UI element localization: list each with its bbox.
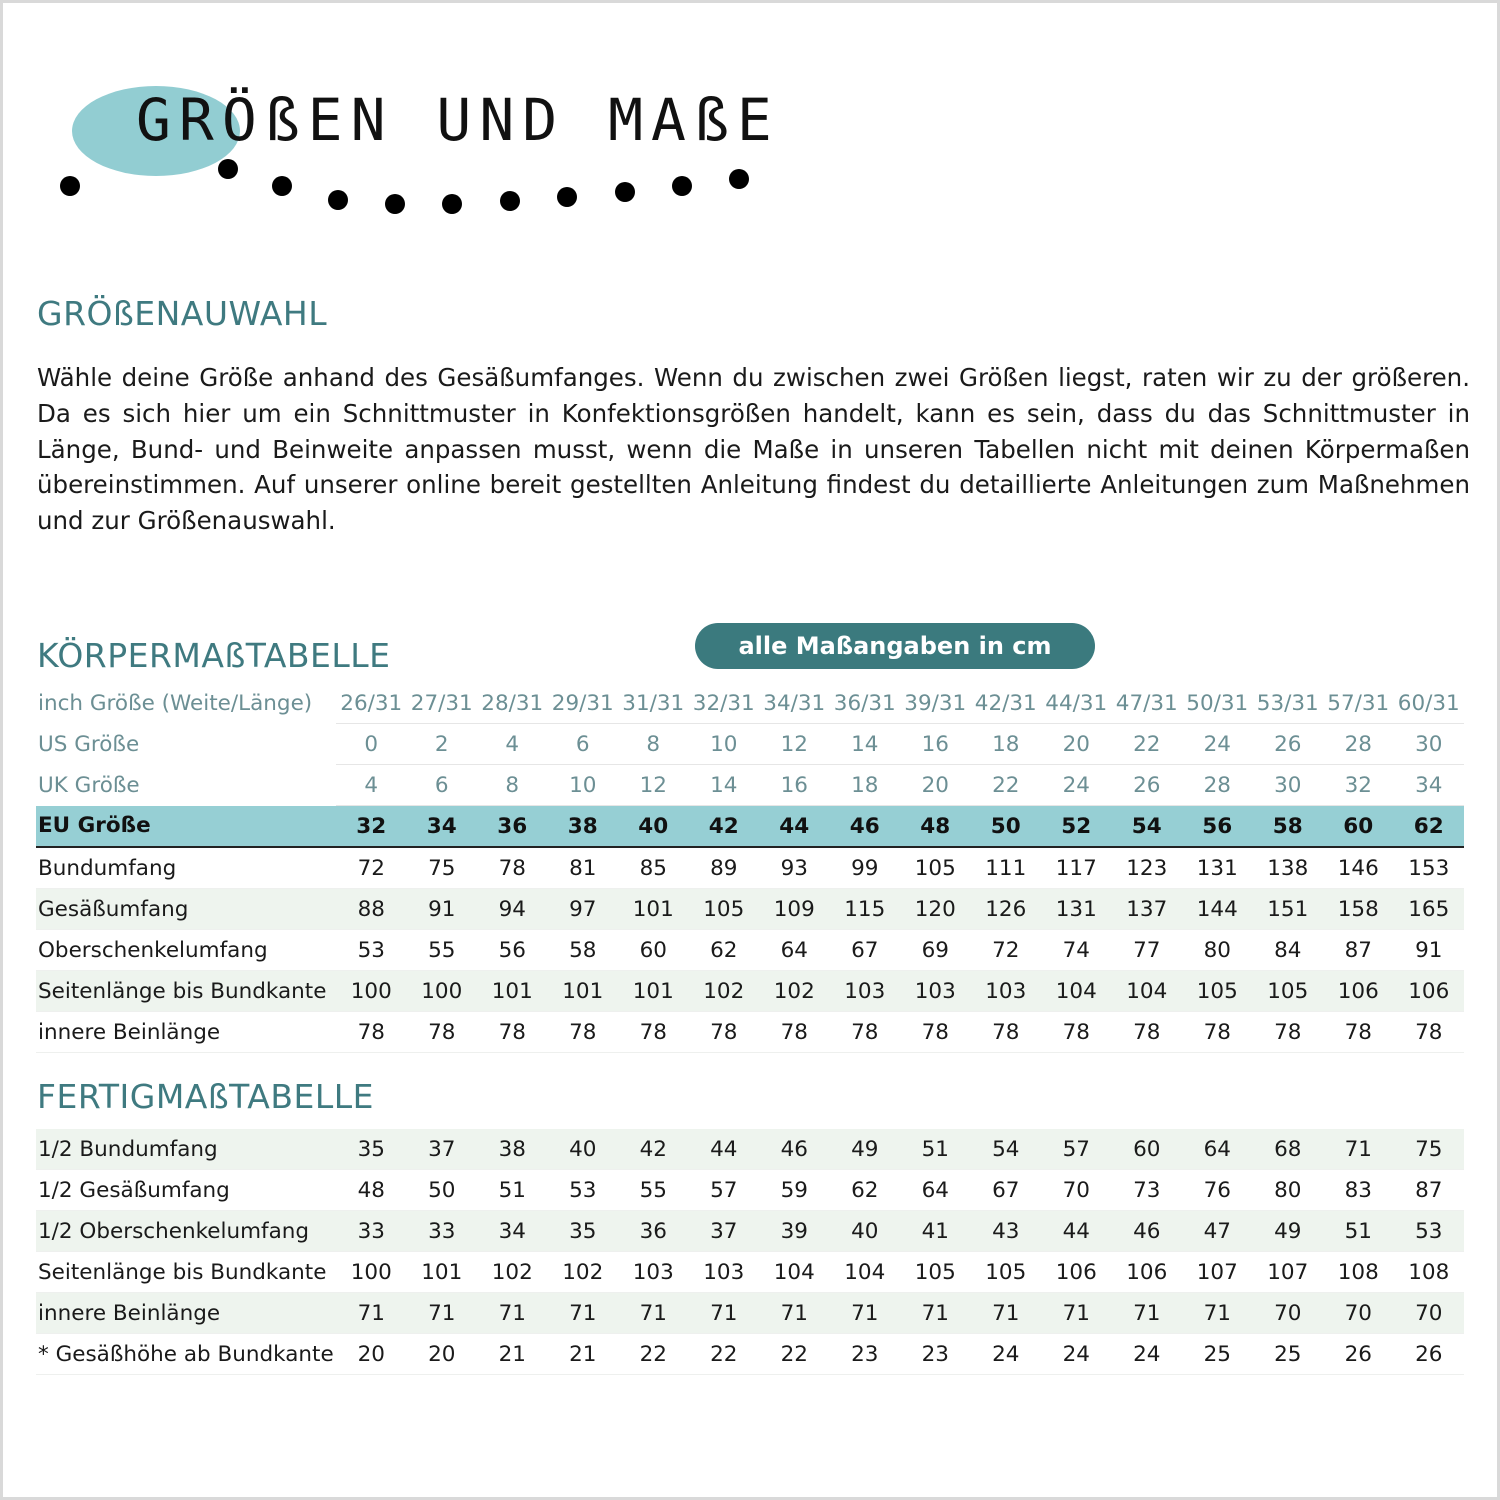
table-cell: 72 bbox=[336, 847, 407, 889]
table-cell: 71 bbox=[830, 1293, 901, 1334]
table-cell: 34 bbox=[1394, 765, 1465, 806]
table-cell: 59 bbox=[759, 1170, 830, 1211]
table-cell: 44 bbox=[689, 1129, 760, 1170]
table-cell: 26 bbox=[1323, 1334, 1394, 1375]
table-cell: 37 bbox=[407, 1129, 478, 1170]
table-cell: 70 bbox=[1394, 1293, 1465, 1334]
table-cell: 71 bbox=[900, 1293, 971, 1334]
table-cell: 46 bbox=[830, 806, 901, 848]
table-row bbox=[36, 1129, 1464, 1170]
table-cell: 103 bbox=[830, 971, 901, 1012]
table-cell: 56 bbox=[477, 930, 548, 971]
table-cell: 87 bbox=[1323, 930, 1394, 971]
table-cell: 57 bbox=[1041, 1129, 1112, 1170]
table-cell: 131 bbox=[1182, 847, 1253, 889]
table-cell: 105 bbox=[900, 847, 971, 889]
row-label: inch Größe (Weite/Länge) bbox=[38, 690, 313, 716]
table-cell: 93 bbox=[759, 847, 830, 889]
table-cell: 109 bbox=[759, 889, 830, 930]
table-cell: 74 bbox=[1041, 930, 1112, 971]
table-cell: 64 bbox=[1182, 1129, 1253, 1170]
table-cell: 107 bbox=[1253, 1252, 1324, 1293]
table-cell: 6 bbox=[407, 765, 478, 806]
table-cell: 30 bbox=[1253, 765, 1324, 806]
table-cell: 47 bbox=[1182, 1211, 1253, 1252]
table-row bbox=[36, 765, 1464, 806]
table-row bbox=[36, 930, 1464, 971]
table-cell: 41 bbox=[900, 1211, 971, 1252]
dot bbox=[729, 169, 749, 189]
table-cell: 22 bbox=[689, 1334, 760, 1375]
table-cell: 144 bbox=[1182, 889, 1253, 930]
dot bbox=[272, 176, 292, 196]
size-selection-heading: GRÖßENAUWAHL bbox=[37, 294, 328, 333]
row-label: Gesäßumfang bbox=[36, 889, 336, 930]
table-cell: 22 bbox=[618, 1334, 689, 1375]
table-cell: 39 bbox=[759, 1211, 830, 1252]
table-cell: 101 bbox=[407, 1252, 478, 1293]
table-cell: 23 bbox=[900, 1334, 971, 1375]
table-cell: 25 bbox=[1253, 1334, 1324, 1375]
table-cell: 32/31 bbox=[689, 683, 760, 724]
table-cell: 53 bbox=[548, 1170, 619, 1211]
table-cell: 78 bbox=[900, 1012, 971, 1053]
table-cell: 158 bbox=[1323, 889, 1394, 930]
table-cell: 78 bbox=[336, 1012, 407, 1053]
table-cell: 76 bbox=[1182, 1170, 1253, 1211]
table-cell: 71 bbox=[477, 1293, 548, 1334]
table-cell: 32 bbox=[1323, 765, 1394, 806]
body-table-heading: KÖRPERMAßTABELLE bbox=[37, 636, 391, 675]
table-cell: 24 bbox=[971, 1334, 1042, 1375]
table-cell: 106 bbox=[1041, 1252, 1112, 1293]
table-cell: 78 bbox=[407, 1012, 478, 1053]
table-cell: 24 bbox=[1112, 1334, 1183, 1375]
table-cell: 57 bbox=[689, 1170, 760, 1211]
table-cell: 115 bbox=[830, 889, 901, 930]
table-cell: 78 bbox=[830, 1012, 901, 1053]
table-cell: 49 bbox=[1253, 1211, 1324, 1252]
table-cell: 24 bbox=[1182, 724, 1253, 765]
table-cell: 18 bbox=[971, 724, 1042, 765]
table-cell: 50 bbox=[971, 806, 1042, 848]
header bbox=[40, 70, 800, 230]
table-cell: 26 bbox=[1394, 1334, 1465, 1375]
table-cell: 4 bbox=[477, 724, 548, 765]
table-cell: 53/31 bbox=[1253, 683, 1324, 724]
table-cell: 46 bbox=[759, 1129, 830, 1170]
dot bbox=[328, 190, 348, 210]
row-label: Seitenlänge bis Bundkante bbox=[36, 971, 336, 1012]
table-cell: 100 bbox=[407, 971, 478, 1012]
table-cell: 101 bbox=[618, 971, 689, 1012]
table-cell: 18 bbox=[830, 765, 901, 806]
table-cell: 84 bbox=[1253, 930, 1324, 971]
table-cell: 105 bbox=[689, 889, 760, 930]
table-cell: 44 bbox=[1041, 1211, 1112, 1252]
table-cell: 53 bbox=[1394, 1211, 1465, 1252]
unit-badge: alle Maßangaben in cm bbox=[695, 623, 1095, 669]
table-cell: 50/31 bbox=[1182, 683, 1253, 724]
table-cell: 62 bbox=[830, 1170, 901, 1211]
table-cell: 44 bbox=[759, 806, 830, 848]
table-cell: 48 bbox=[336, 1170, 407, 1211]
table-row bbox=[36, 889, 1464, 930]
table-cell: 81 bbox=[548, 847, 619, 889]
table-cell: 64 bbox=[759, 930, 830, 971]
table-cell: 75 bbox=[1394, 1129, 1465, 1170]
table-cell: 39/31 bbox=[900, 683, 971, 724]
table-row bbox=[36, 1252, 1464, 1293]
table-cell: 104 bbox=[759, 1252, 830, 1293]
table-cell: 71 bbox=[689, 1293, 760, 1334]
dot bbox=[500, 191, 520, 211]
table-cell: 104 bbox=[830, 1252, 901, 1293]
table-cell: 6 bbox=[548, 724, 619, 765]
table-cell: 71 bbox=[1112, 1293, 1183, 1334]
table-cell: 31/31 bbox=[618, 683, 689, 724]
table-row bbox=[36, 847, 1464, 889]
table-cell: 10 bbox=[548, 765, 619, 806]
table-cell: 71 bbox=[1323, 1129, 1394, 1170]
table-cell: 43 bbox=[971, 1211, 1042, 1252]
table-cell: 89 bbox=[689, 847, 760, 889]
table-cell: 105 bbox=[971, 1252, 1042, 1293]
table-cell: 71 bbox=[336, 1293, 407, 1334]
table-cell: 35 bbox=[548, 1211, 619, 1252]
table-cell: 131 bbox=[1041, 889, 1112, 930]
dot bbox=[672, 176, 692, 196]
table-cell: 78 bbox=[759, 1012, 830, 1053]
table-cell: 72 bbox=[971, 930, 1042, 971]
table-cell: 56 bbox=[1182, 806, 1253, 848]
table-cell: 104 bbox=[1112, 971, 1183, 1012]
table-cell: 153 bbox=[1394, 847, 1465, 889]
table-cell: 106 bbox=[1112, 1252, 1183, 1293]
table-cell: 101 bbox=[618, 889, 689, 930]
table-cell: 32 bbox=[336, 806, 407, 848]
table-cell: 51 bbox=[477, 1170, 548, 1211]
table-cell: 20 bbox=[407, 1334, 478, 1375]
table-cell: 64 bbox=[900, 1170, 971, 1211]
table-cell: 12 bbox=[618, 765, 689, 806]
table-cell: 111 bbox=[971, 847, 1042, 889]
table-cell: 28 bbox=[1323, 724, 1394, 765]
table-cell: 0 bbox=[336, 724, 407, 765]
row-label: US Größe bbox=[38, 731, 140, 757]
table-cell: 71 bbox=[618, 1293, 689, 1334]
table-row bbox=[36, 1170, 1464, 1211]
table-cell: 71 bbox=[1041, 1293, 1112, 1334]
table-cell: 71 bbox=[759, 1293, 830, 1334]
table-cell: 102 bbox=[759, 971, 830, 1012]
table-row bbox=[36, 1211, 1464, 1252]
table-cell: 40 bbox=[618, 806, 689, 848]
table-cell: 16 bbox=[759, 765, 830, 806]
table-cell: 22 bbox=[1112, 724, 1183, 765]
table-cell: 78 bbox=[1041, 1012, 1112, 1053]
table-cell: 78 bbox=[1253, 1012, 1324, 1053]
table-cell: 67 bbox=[830, 930, 901, 971]
table-cell: 42 bbox=[689, 806, 760, 848]
table-cell: 20 bbox=[900, 765, 971, 806]
table-cell: 120 bbox=[900, 889, 971, 930]
table-cell: 78 bbox=[618, 1012, 689, 1053]
table-cell: 78 bbox=[477, 847, 548, 889]
row-label: 1/2 Oberschenkelumfang bbox=[36, 1211, 336, 1252]
table-cell: 83 bbox=[1323, 1170, 1394, 1211]
table-cell: 75 bbox=[407, 847, 478, 889]
row-label: * Gesäßhöhe ab Bundkante bbox=[36, 1334, 336, 1375]
table-cell: 23 bbox=[830, 1334, 901, 1375]
table-cell: 52 bbox=[1041, 806, 1112, 848]
table-cell: 103 bbox=[900, 971, 971, 1012]
table-cell: 78 bbox=[477, 1012, 548, 1053]
table-cell: 44/31 bbox=[1041, 683, 1112, 724]
dot bbox=[218, 159, 238, 179]
table-cell: 138 bbox=[1253, 847, 1324, 889]
table-cell: 108 bbox=[1394, 1252, 1465, 1293]
table-cell: 78 bbox=[1112, 1012, 1183, 1053]
table-cell: 34 bbox=[477, 1211, 548, 1252]
row-label: EU Größe bbox=[36, 806, 336, 848]
table-cell: 46 bbox=[1112, 1211, 1183, 1252]
table-row bbox=[36, 806, 1464, 848]
table-cell: 165 bbox=[1394, 889, 1465, 930]
table-cell: 71 bbox=[407, 1293, 478, 1334]
table-row bbox=[36, 724, 1464, 765]
table-cell: 71 bbox=[971, 1293, 1042, 1334]
table-cell: 51 bbox=[900, 1129, 971, 1170]
table-cell: 36 bbox=[477, 806, 548, 848]
table-cell: 105 bbox=[900, 1252, 971, 1293]
table-cell: 26 bbox=[1112, 765, 1183, 806]
table-cell: 71 bbox=[1182, 1293, 1253, 1334]
table-cell: 78 bbox=[1394, 1012, 1465, 1053]
table-cell: 117 bbox=[1041, 847, 1112, 889]
table-cell: 22 bbox=[971, 765, 1042, 806]
table-cell: 73 bbox=[1112, 1170, 1183, 1211]
table-cell: 26 bbox=[1253, 724, 1324, 765]
table-cell: 26/31 bbox=[336, 683, 407, 724]
table-cell: 70 bbox=[1323, 1293, 1394, 1334]
table-cell: 28/31 bbox=[477, 683, 548, 724]
table-cell: 77 bbox=[1112, 930, 1183, 971]
table-cell: 14 bbox=[830, 724, 901, 765]
table-cell: 78 bbox=[971, 1012, 1042, 1053]
dot bbox=[442, 194, 462, 214]
table-cell: 36 bbox=[618, 1211, 689, 1252]
table-cell: 24 bbox=[1041, 765, 1112, 806]
table-cell: 54 bbox=[1112, 806, 1183, 848]
table-cell: 62 bbox=[1394, 806, 1465, 848]
table-cell: 103 bbox=[971, 971, 1042, 1012]
table-cell: 106 bbox=[1394, 971, 1465, 1012]
row-label: UK Größe bbox=[38, 772, 140, 798]
table-cell: 20 bbox=[1041, 724, 1112, 765]
table-cell: 33 bbox=[407, 1211, 478, 1252]
dot bbox=[60, 176, 80, 196]
table-cell: 14 bbox=[689, 765, 760, 806]
table-cell: 105 bbox=[1253, 971, 1324, 1012]
body-measurement-table bbox=[36, 683, 1464, 1053]
table-cell: 57/31 bbox=[1323, 683, 1394, 724]
table-cell: 22 bbox=[759, 1334, 830, 1375]
table-cell: 107 bbox=[1182, 1252, 1253, 1293]
page-title: GRÖßEN UND MAßE bbox=[136, 86, 780, 154]
table-cell: 67 bbox=[971, 1170, 1042, 1211]
row-label: 1/2 Bundumfang bbox=[36, 1129, 336, 1170]
table-cell: 151 bbox=[1253, 889, 1324, 930]
finished-table-heading: FERTIGMAßTABELLE bbox=[37, 1077, 374, 1116]
table-cell: 105 bbox=[1182, 971, 1253, 1012]
table-cell: 78 bbox=[1323, 1012, 1394, 1053]
table-row bbox=[36, 1012, 1464, 1053]
table-cell: 60/31 bbox=[1394, 683, 1465, 724]
table-row bbox=[36, 683, 1464, 724]
table-cell: 37 bbox=[689, 1211, 760, 1252]
table-cell: 71 bbox=[548, 1293, 619, 1334]
table-row bbox=[36, 971, 1464, 1012]
finished-measurement-table bbox=[36, 1129, 1464, 1375]
table-cell: 78 bbox=[1182, 1012, 1253, 1053]
table-cell: 62 bbox=[689, 930, 760, 971]
dot bbox=[557, 187, 577, 207]
table-cell: 48 bbox=[900, 806, 971, 848]
table-cell: 40 bbox=[548, 1129, 619, 1170]
table-cell: 123 bbox=[1112, 847, 1183, 889]
table-cell: 88 bbox=[336, 889, 407, 930]
table-cell: 38 bbox=[477, 1129, 548, 1170]
table-cell: 36/31 bbox=[830, 683, 901, 724]
table-cell: 34/31 bbox=[759, 683, 830, 724]
table-cell: 102 bbox=[477, 1252, 548, 1293]
table-cell: 55 bbox=[618, 1170, 689, 1211]
table-cell: 24 bbox=[1041, 1334, 1112, 1375]
table-cell: 8 bbox=[477, 765, 548, 806]
table-cell: 55 bbox=[407, 930, 478, 971]
table-cell: 4 bbox=[336, 765, 407, 806]
table-cell: 12 bbox=[759, 724, 830, 765]
table-cell: 100 bbox=[336, 971, 407, 1012]
table-cell: 101 bbox=[477, 971, 548, 1012]
table-cell: 100 bbox=[336, 1252, 407, 1293]
row-label: Oberschenkelumfang bbox=[36, 930, 336, 971]
row-label: 1/2 Gesäßumfang bbox=[36, 1170, 336, 1211]
table-cell: 99 bbox=[830, 847, 901, 889]
table-cell: 34 bbox=[407, 806, 478, 848]
table-cell: 47/31 bbox=[1112, 683, 1183, 724]
table-cell: 58 bbox=[1253, 806, 1324, 848]
table-cell: 106 bbox=[1323, 971, 1394, 1012]
table-cell: 78 bbox=[548, 1012, 619, 1053]
table-cell: 103 bbox=[618, 1252, 689, 1293]
table-cell: 49 bbox=[830, 1129, 901, 1170]
table-cell: 80 bbox=[1182, 930, 1253, 971]
table-cell: 21 bbox=[477, 1334, 548, 1375]
table-cell: 58 bbox=[548, 930, 619, 971]
table-cell: 50 bbox=[407, 1170, 478, 1211]
table-cell: 54 bbox=[971, 1129, 1042, 1170]
dot bbox=[385, 194, 405, 214]
table-cell: 28 bbox=[1182, 765, 1253, 806]
table-cell: 35 bbox=[336, 1129, 407, 1170]
table-cell: 42/31 bbox=[971, 683, 1042, 724]
table-cell: 108 bbox=[1323, 1252, 1394, 1293]
table-cell: 68 bbox=[1253, 1129, 1324, 1170]
table-cell: 97 bbox=[548, 889, 619, 930]
table-cell: 20 bbox=[336, 1334, 407, 1375]
table-cell: 103 bbox=[689, 1252, 760, 1293]
table-row bbox=[36, 1334, 1464, 1375]
table-cell: 30 bbox=[1394, 724, 1465, 765]
table-cell: 146 bbox=[1323, 847, 1394, 889]
table-cell: 80 bbox=[1253, 1170, 1324, 1211]
table-cell: 70 bbox=[1041, 1170, 1112, 1211]
table-cell: 51 bbox=[1323, 1211, 1394, 1252]
table-cell: 87 bbox=[1394, 1170, 1465, 1211]
table-cell: 78 bbox=[689, 1012, 760, 1053]
table-cell: 91 bbox=[1394, 930, 1465, 971]
table-cell: 104 bbox=[1041, 971, 1112, 1012]
table-cell: 16 bbox=[900, 724, 971, 765]
size-selection-text: Wähle deine Größe anhand des Gesäßumfanges. Wenn du zwischen zwei Größen liegst, raten wir zu der größeren. Da es sich hier um ein Schnittmuster in Konfektionsgrößen handelt, kann es sein, dass du das Schnittmuster in Länge, Bund- und Beinweite anpassen musst, wenn die Maße in unseren Tabellen nicht mit deinen Körpermaßen übereinstimmen. Auf unserer online bereit gestellten Anleitung findest du detaillierte Anleitungen zum Maßnehmen und zur Größenauswahl. bbox=[37, 363, 1470, 536]
table-cell: 29/31 bbox=[548, 683, 619, 724]
table-cell: 94 bbox=[477, 889, 548, 930]
table-cell: 102 bbox=[689, 971, 760, 1012]
table-cell: 53 bbox=[336, 930, 407, 971]
table-cell: 91 bbox=[407, 889, 478, 930]
table-cell: 102 bbox=[548, 1252, 619, 1293]
row-label: Bundumfang bbox=[36, 847, 336, 889]
table-cell: 60 bbox=[1323, 806, 1394, 848]
table-cell: 27/31 bbox=[407, 683, 478, 724]
table-row bbox=[36, 1293, 1464, 1334]
table-cell: 137 bbox=[1112, 889, 1183, 930]
table-cell: 40 bbox=[830, 1211, 901, 1252]
table-cell: 10 bbox=[689, 724, 760, 765]
table-cell: 8 bbox=[618, 724, 689, 765]
table-cell: 42 bbox=[618, 1129, 689, 1170]
table-cell: 101 bbox=[548, 971, 619, 1012]
table-cell: 126 bbox=[971, 889, 1042, 930]
table-cell: 60 bbox=[1112, 1129, 1183, 1170]
table-cell: 2 bbox=[407, 724, 478, 765]
table-cell: 21 bbox=[548, 1334, 619, 1375]
table-cell: 70 bbox=[1253, 1293, 1324, 1334]
row-label: innere Beinlänge bbox=[36, 1012, 336, 1053]
table-cell: 33 bbox=[336, 1211, 407, 1252]
table-cell: 25 bbox=[1182, 1334, 1253, 1375]
dot bbox=[615, 182, 635, 202]
row-label: Seitenlänge bis Bundkante bbox=[36, 1252, 336, 1293]
table-cell: 69 bbox=[900, 930, 971, 971]
table-cell: 85 bbox=[618, 847, 689, 889]
row-label: innere Beinlänge bbox=[36, 1293, 336, 1334]
table-cell: 38 bbox=[548, 806, 619, 848]
table-cell: 60 bbox=[618, 930, 689, 971]
